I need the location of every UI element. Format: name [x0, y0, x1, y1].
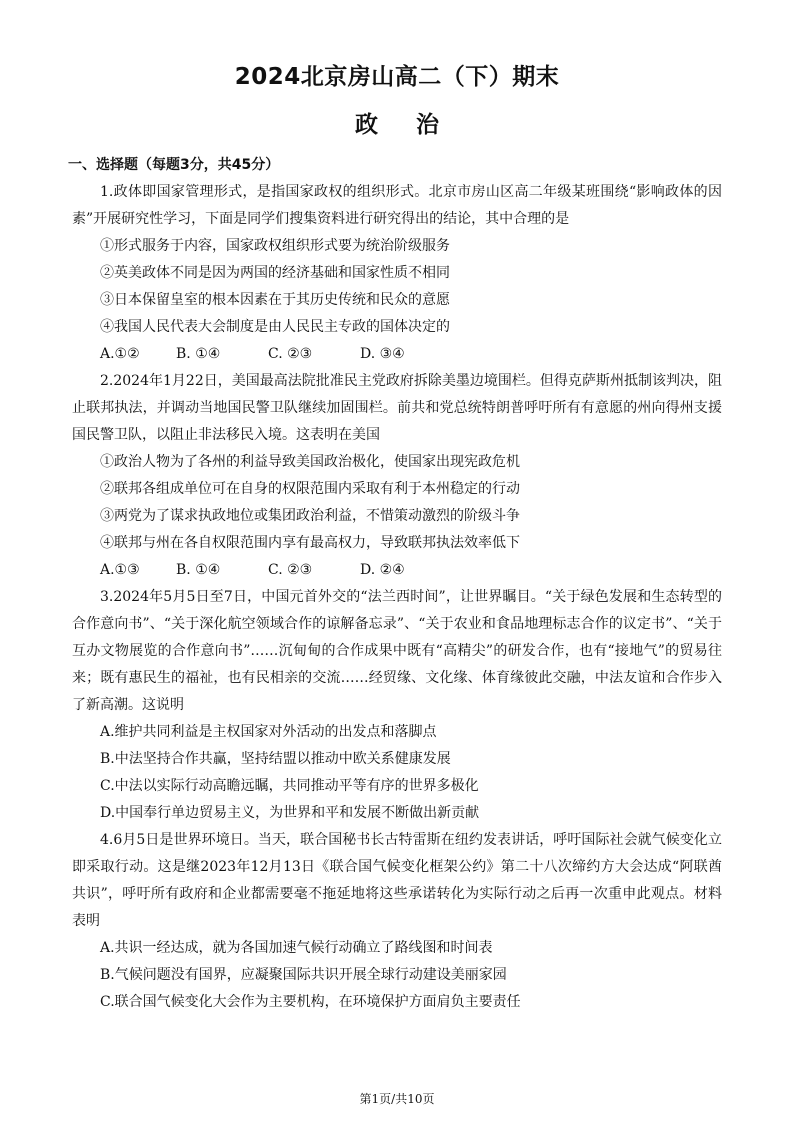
statement-item: ②英美政体不同是因为两国的经济基础和国家性质不相同: [100, 265, 450, 281]
option-item: B.气候问题没有国界，应凝聚国际共识开展全球行动建设美丽家园: [100, 967, 507, 983]
statement-item: ①政治人物为了各州的利益导致美国政治极化，使国家出现宪政危机: [100, 454, 520, 470]
option-item: C.中法以实际行动高瞻远瞩，共同推动平等有序的世界多极化: [100, 778, 479, 794]
choice-c: C. ②③: [268, 346, 313, 362]
option-item: A.共识一经达成，就为各国加速气候行动确立了路线图和时间表: [100, 940, 493, 956]
section-heading: 一、选择题（每题3分，共45分）: [68, 157, 280, 173]
choice-d: D. ②④: [360, 562, 405, 578]
option-item: A.维护共同利益是主权国家对外活动的出发点和落脚点: [100, 724, 437, 740]
statement-item: ①形式服务于内容，国家政权组织形式要为统治阶级服务: [100, 238, 450, 254]
question-stem: 4.6月5日是世界环境日。当天，联合国秘书长古特雷斯在纽约发表讲话，呼吁国际社会就气候变化立即采取行动。这是继2023年12月13日《联合国气候变化框架公约》第二十八次缔约方大会达成“阿联酋共识”，呼吁所有政府和企业都需要毫不拖延地将这些承诺转化为实际行动之后再一次重申此观点。材料表明: [72, 832, 722, 929]
question-stem: 2.2024年1月22日，美国最高法院批准民主党政府拆除美墨边境围栏。但得克萨斯州抵制该判决，阻止联邦执法，并调动当地国民警卫队继续加固围栏。前共和党总统特朗普呼吁所有有意愿的州向得州支援国民警卫队，以阻止非法移民入境。这表明在美国: [72, 373, 722, 443]
question-2: [72, 368, 722, 584]
choice-b: B. ①④: [176, 562, 221, 578]
choice-a: A.①②: [100, 346, 140, 362]
option-item: C.联合国气候变化大会作为主要机构，在环境保护方面肩负主要责任: [100, 994, 521, 1010]
choice-d: D. ③④: [360, 346, 405, 362]
question-3: [72, 584, 722, 827]
page-title: 2024北京房山高二（下）期末: [234, 64, 560, 90]
question-1: [72, 179, 722, 368]
question-stem: 1.政体即国家管理形式，是指国家政权的组织形式。北京市房山区高二年级某班围绕“影响政体的因素”开展研究性学习，下面是同学们搜集资料进行研究得出的结论，其中合理的是: [72, 184, 722, 227]
answer-choices: [72, 557, 722, 584]
choice-a: A.①③: [100, 562, 140, 578]
question-stem: 3.2024年5月5日至7日，中国元首外交的“法兰西时间”，让世界瞩目。“关于绿色发展和生态转型的合作意向书”、“关于深化航空领域合作的谅解备忘录”、“关于农业和食品地理标志合作的议定书”、“关于互办文物展览的合作意向书”……沉甸甸的合作成果中既有“高精尖”的研发合作，也有“接地气”的贸易往来；既有惠民生的福祉，也有民相亲的交流……经贸缘、文化缘、体育缘彼此交融，中法友谊和合作步入了新高潮。这说明: [72, 589, 722, 713]
exam-content: [68, 152, 722, 1016]
choice-b: B. ①④: [176, 346, 221, 362]
statement-item: ②联邦各组成单位可在自身的权限范围内采取有利于本州稳定的行动: [100, 481, 520, 497]
statement-item: ③两党为了谋求执政地位或集团政治利益，不惜策动激烈的阶级斗争: [100, 508, 520, 524]
option-item: D.中国奉行单边贸易主义，为世界和平和发展不断做出新贡献: [100, 805, 480, 821]
choice-c: C. ②③: [268, 562, 313, 578]
page-number: 第1页/共10页: [359, 1092, 435, 1106]
question-4: [72, 827, 722, 1016]
statement-item: ③日本保留皇室的根本因素在于其历史传统和民众的意愿: [100, 292, 450, 308]
statement-item: ④联邦与州在各自权限范围内享有最高权力，导致联邦执法效率低下: [100, 535, 520, 551]
answer-choices: [72, 341, 722, 368]
statement-item: ④我国人民代表大会制度是由人民民主专政的国体决定的: [100, 319, 450, 335]
option-item: B.中法坚持合作共赢，坚持结盟以推动中欧关系健康发展: [100, 751, 451, 767]
subject-title: 政治: [355, 112, 477, 138]
